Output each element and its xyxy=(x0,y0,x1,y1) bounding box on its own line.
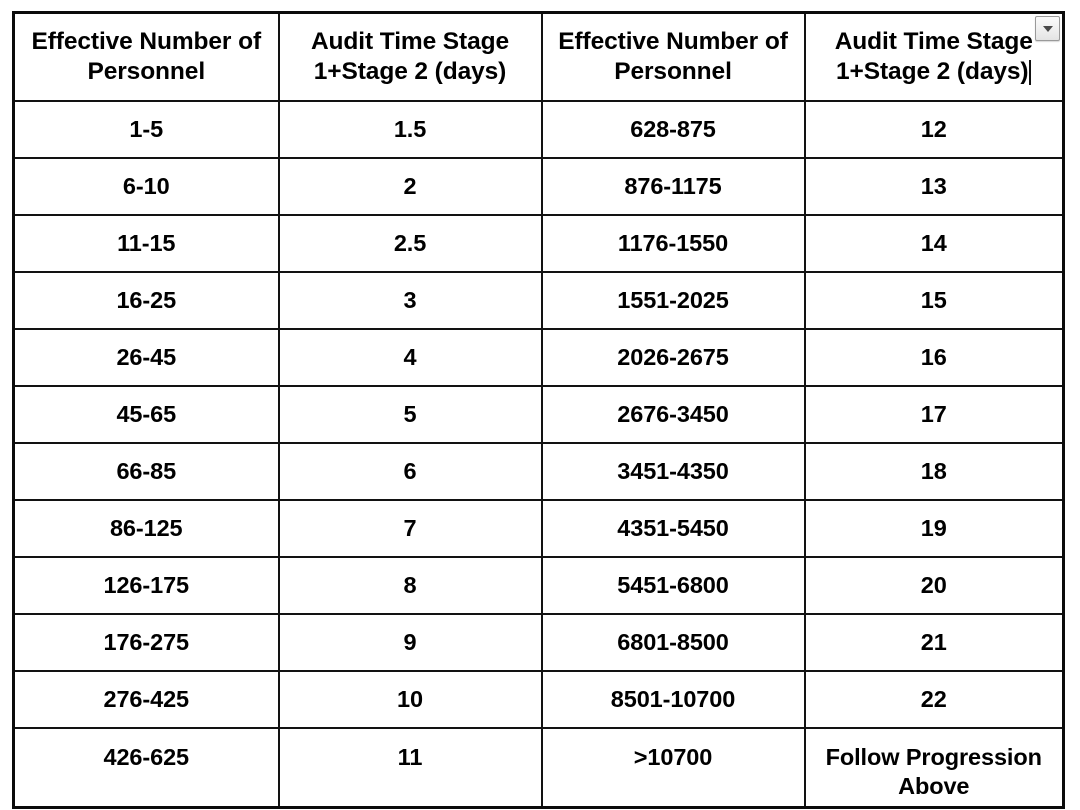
cell-personnel-right[interactable]: 3451-4350 xyxy=(542,443,805,500)
cell-audit-time-left[interactable]: 11 xyxy=(279,728,542,808)
cell-audit-time-left[interactable]: 10 xyxy=(279,671,542,728)
cell-personnel-right[interactable]: 1176-1550 xyxy=(542,215,805,272)
cell-audit-time-right[interactable]: 12 xyxy=(805,101,1064,158)
cell-audit-time-left[interactable]: 4 xyxy=(279,329,542,386)
table-row xyxy=(14,272,1064,329)
header-line-1: Audit Time Stage xyxy=(310,27,510,55)
cell-personnel-left[interactable]: 26-45 xyxy=(14,329,279,386)
chevron-down-icon[interactable] xyxy=(1035,16,1060,41)
header-line-1: Effective Number of xyxy=(31,27,262,55)
cell-line-2: Above xyxy=(898,772,970,799)
cell-audit-time-right[interactable]: 20 xyxy=(805,557,1064,614)
cell-audit-time-right[interactable] xyxy=(805,728,1064,808)
cell-audit-time-right[interactable]: 15 xyxy=(805,272,1064,329)
header-label-group xyxy=(547,27,800,87)
cell-audit-time-left[interactable]: 3 xyxy=(279,272,542,329)
table-row xyxy=(14,671,1064,728)
table-row xyxy=(14,614,1064,671)
cell-audit-time-left[interactable]: 7 xyxy=(279,500,542,557)
cell-personnel-right[interactable]: 2026-2675 xyxy=(542,329,805,386)
cell-personnel-right[interactable]: 1551-2025 xyxy=(542,272,805,329)
cell-personnel-left[interactable]: 86-125 xyxy=(14,500,279,557)
cell-audit-time-left[interactable]: 9 xyxy=(279,614,542,671)
cell-personnel-right[interactable]: 6801-8500 xyxy=(542,614,805,671)
cell-audit-time-right[interactable]: 19 xyxy=(805,500,1064,557)
cell-personnel-left[interactable]: 11-15 xyxy=(14,215,279,272)
header-cell-audit-time-right[interactable] xyxy=(805,13,1064,101)
header-row xyxy=(14,13,1064,101)
cell-audit-time-left[interactable]: 2 xyxy=(279,158,542,215)
cell-audit-time-left[interactable]: 5 xyxy=(279,386,542,443)
header-line-2: 1+Stage 2 (days) xyxy=(313,57,507,85)
cell-audit-time-left[interactable]: 2.5 xyxy=(279,215,542,272)
cell-personnel-right[interactable]: 876-1175 xyxy=(542,158,805,215)
table-row xyxy=(14,101,1064,158)
cell-audit-time-left[interactable]: 1.5 xyxy=(279,101,542,158)
table-row xyxy=(14,329,1064,386)
cell-audit-time-right[interactable]: 16 xyxy=(805,329,1064,386)
cell-personnel-left[interactable]: 276-425 xyxy=(14,671,279,728)
cell-personnel-left[interactable]: 6-10 xyxy=(14,158,279,215)
cell-line-1: Follow Progression xyxy=(825,743,1042,770)
cell-audit-time-right[interactable]: 13 xyxy=(805,158,1064,215)
cell-personnel-right[interactable]: 628-875 xyxy=(542,101,805,158)
cell-personnel-right[interactable]: 5451-6800 xyxy=(542,557,805,614)
cell-personnel-left[interactable]: 1-5 xyxy=(14,101,279,158)
header-line-1: Audit Time Stage xyxy=(834,27,1033,55)
text-cursor-caret xyxy=(1029,60,1031,85)
header-line-1: Effective Number of xyxy=(558,27,788,55)
cell-personnel-left[interactable]: 16-25 xyxy=(14,272,279,329)
header-line-2: Personnel xyxy=(614,57,732,85)
audit-time-table xyxy=(12,11,1065,809)
cell-personnel-right[interactable]: >10700 xyxy=(542,728,805,808)
table-row xyxy=(14,158,1064,215)
cell-audit-time-right[interactable]: 18 xyxy=(805,443,1064,500)
cell-audit-time-right[interactable]: 17 xyxy=(805,386,1064,443)
table-header xyxy=(14,13,1064,101)
table-row xyxy=(14,443,1064,500)
table-row-last xyxy=(14,728,1064,808)
cell-personnel-left[interactable]: 66-85 xyxy=(14,443,279,500)
table-row xyxy=(14,215,1064,272)
cell-personnel-left[interactable]: 126-175 xyxy=(14,557,279,614)
header-label-group xyxy=(284,27,537,87)
cell-audit-time-right[interactable]: 22 xyxy=(805,671,1064,728)
cell-audit-time-left[interactable]: 8 xyxy=(279,557,542,614)
table-row xyxy=(14,386,1064,443)
header-label-group xyxy=(810,27,1059,87)
header-cell-audit-time-left[interactable] xyxy=(279,13,542,101)
header-label-group xyxy=(19,27,274,87)
header-line-2-with-caret xyxy=(810,57,1059,87)
cell-audit-time-left[interactable]: 6 xyxy=(279,443,542,500)
cell-personnel-right[interactable]: 2676-3450 xyxy=(542,386,805,443)
cell-personnel-left[interactable]: 176-275 xyxy=(14,614,279,671)
table-body xyxy=(14,101,1064,808)
cell-audit-time-right[interactable]: 14 xyxy=(805,215,1064,272)
cell-audit-time-right[interactable]: 21 xyxy=(805,614,1064,671)
audit-table-container xyxy=(12,11,1062,799)
header-line-2: 1+Stage 2 (days) xyxy=(836,57,1029,85)
header-cell-effective-personnel-left[interactable] xyxy=(14,13,279,101)
header-cell-effective-personnel-right[interactable] xyxy=(542,13,805,101)
chevron-down-glyph xyxy=(1043,26,1053,32)
cell-personnel-right[interactable]: 4351-5450 xyxy=(542,500,805,557)
table-row xyxy=(14,500,1064,557)
cell-personnel-right[interactable]: 8501-10700 xyxy=(542,671,805,728)
header-line-2: Personnel xyxy=(87,57,206,85)
cell-personnel-left[interactable]: 45-65 xyxy=(14,386,279,443)
table-row xyxy=(14,557,1064,614)
cell-personnel-left[interactable]: 426-625 xyxy=(14,728,279,808)
